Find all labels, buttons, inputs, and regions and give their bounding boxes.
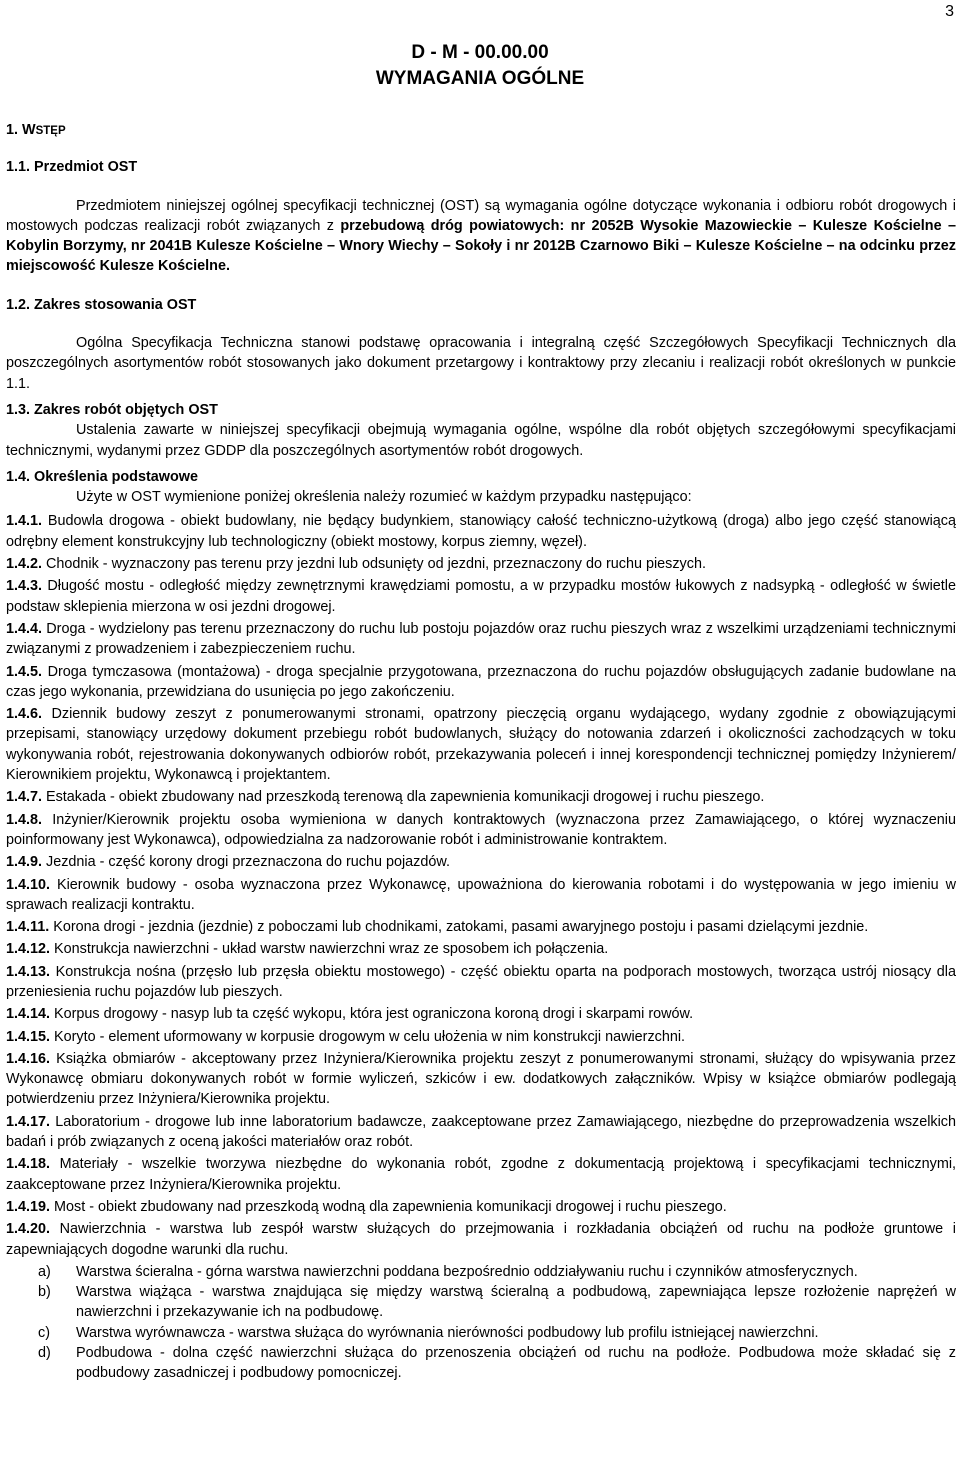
- section-1-number: 1.: [6, 122, 19, 138]
- definition-text: Most - obiekt zbudowany nad przeszkodą wodną dla zapewnienia komunikacji drogowej i ruchu pieszego.: [54, 1198, 727, 1215]
- definition-item: [6, 619, 956, 660]
- definition-number: 1.4.19.: [6, 1198, 51, 1215]
- definition-text: Konstrukcja nawierzchni - układ warstw nawierzchni wraz ze sposobem ich połączenia.: [54, 941, 609, 958]
- layer-marker: c): [38, 1324, 50, 1341]
- layer-item: [6, 1323, 956, 1343]
- definition-number: 1.4.10.: [6, 876, 51, 893]
- definition-list: [6, 511, 956, 1259]
- layer-text: Podbudowa - dolna część nawierzchni służąca do przenoszenia obciążeń od ruchu na podłoże. Podbudowa może składać się z podbudowy zasadniczej i podbudowy pomocniczej.: [76, 1345, 956, 1382]
- section-1-2-heading: 1.2. Zakres stosowania OST: [6, 296, 197, 313]
- section-1-2-text: Ogólna Specyfikacja Techniczna stanowi podstawę opracowania i integralną część Szczegółowych Specyfikacji Technicznych dla poszczególnych asortymentów robót stosowanych jako dokument przetargowy i kontraktowy przy zlecaniu i realizacji robót określonych w punkcie 1.1.: [6, 335, 956, 392]
- definition-text: Konstrukcja nośna (przęsło lub przęsła obiektu mostowego) - część obiektu oparta na podporach mostowych, tworząca ustrój niosący dla przeniesienia ruchu pojazdów lub pieszych.: [6, 963, 956, 1000]
- definition-number: 1.4.17.: [6, 1113, 51, 1130]
- definition-item: [6, 962, 956, 1003]
- definition-text: Dziennik budowy zeszyt z ponumerowanymi stronami, opatrzony pieczęcią organu wydającego, wydany zgodnie z obowiązującymi przepisami, stanowiący urzędowy dokument przebiegu robót budowlanych, służący do notowania zdarzeń i okoliczności zachodzących w toku wykonywania robót, rejestrowania dokonywanych odbiorów robót, przekazywania poleceń i innej korespondencji technicznej pomiędzy Inżynierem/ Kierownikiem projektu, Wykonawcą i projektantem.: [6, 706, 956, 784]
- definition-number: 1.4.13.: [6, 963, 51, 980]
- section-1-1-text: Przedmiotem niniejszej ogólnej specyfikacji technicznej (OST) są wymagania ogólne dotyczące wykonania i odbioru robót drogowych i mostowych podczas realizacji robót związanych z przebudową dróg powiatowych: nr 2052B Wysokie Mazowieckie – Kulesze Kościelne – Kobylin Borzymy, nr 2041B Kulesze Kościelne – Wnory Wiechy – Sokoły i nr 2012B Czarnowo Biki – Kulesze Kościelne – na odcinku przez miejscowość Kulesze Kościelne.: [6, 197, 956, 275]
- definition-item: [6, 810, 956, 851]
- layer-item: [6, 1262, 956, 1282]
- definition-item: [6, 917, 956, 937]
- definition-item: [6, 1049, 956, 1110]
- definition-text: Inżynier/Kierownik projektu osoba wymieniona w danych kontraktowych (wyznaczona przez Zamawiającego, o której wyznaczeniu poinformowany jest Wykonawca), odpowiedzialna za nadzorowanie robót i administrowanie kontraktem.: [6, 811, 957, 848]
- definition-number: 1.4.5.: [6, 663, 43, 680]
- definition-number: 1.4.16.: [6, 1050, 51, 1067]
- document-body: [6, 120, 956, 1384]
- section-1-heading: [6, 120, 956, 141]
- definition-text: Budowla drogowa - obiekt budowlany, nie będący budynkiem, stanowiący całość techniczno-użytkową (droga) albo jego część stanowiącą odrębny element konstrukcyjny lub technologiczny (obiekt mostowy, korpus ziemny, węzeł).: [6, 513, 956, 550]
- layer-marker: a): [38, 1263, 51, 1280]
- definition-text: Korona drogi - jezdnia (jezdnie) z poboczami lub chodnikami, zatokami, pasami awaryjnego postoju i pasami dzielącymi jezdnie.: [53, 919, 869, 936]
- definition-number: 1.4.2.: [6, 556, 43, 573]
- section-1-3-heading: 1.3. Zakres robót objętych OST: [6, 401, 218, 418]
- layer-item: [6, 1343, 956, 1384]
- layer-text: Warstwa wiążąca - warstwa znajdująca się między warstwą ścieralną a podbudową, zapewniająca lepsze rozłożenie naprężeń w nawierzchni i przekazywanie ich na podbudowę.: [76, 1284, 956, 1321]
- definition-item: [6, 1004, 956, 1024]
- definition-text: Droga - wydzielony pas terenu przeznaczony do ruchu lub postoju pojazdów oraz ruchu pieszych wraz z wszelkimi urządzeniami technicznymi związanymi z prowadzeniem i zabezpieczeniem ruchu.: [6, 620, 957, 658]
- definition-item: [6, 1027, 956, 1047]
- page-number: 3: [945, 3, 954, 20]
- definition-text: Laboratorium - drogowe lub inne laboratorium badawcze, zaakceptowane przez Zamawiającego, niezbędne do przeprowadzenia wszelkich badań i prób związanych z oceną jakości materiałów oraz robót.: [6, 1113, 957, 1151]
- definition-item: [6, 576, 956, 617]
- layer-list: [6, 1262, 956, 1384]
- document-title: WYMAGANIA OGÓLNE: [375, 68, 585, 89]
- definition-text: Materiały - wszelkie tworzywa niezbędne do wykonania robót, zgodne z dokumentacją projektową i specyfikacjami technicznymi, zaakceptowane przez Inżyniera/Kierownika projektu.: [6, 1156, 957, 1193]
- definition-number: 1.4.18.: [6, 1156, 51, 1173]
- document-header: [0, 40, 960, 92]
- definition-item: [6, 1197, 956, 1217]
- definition-item: [6, 704, 956, 785]
- definition-number: 1.4.15.: [6, 1028, 51, 1045]
- definition-item: [6, 787, 956, 807]
- definition-text: Jezdnia - część korony drogi przeznaczona do ruchu pojazdów.: [46, 854, 450, 871]
- definition-text: Droga tymczasowa (montażowa) - droga specjalnie przygotowana, przeznaczona do ruchu pojazdów obsługujących zadanie budowlane na czas jego wykonania, przewidziana do usunięcia po jego zakończeniu.: [6, 663, 956, 700]
- definition-item: [6, 1154, 956, 1195]
- document-code: D - M - 00.00.00: [411, 42, 549, 63]
- definition-number: 1.4.1.: [6, 513, 43, 530]
- section-1-4-intro: Użyte w OST wymienione poniżej określenia należy rozumieć w każdym przypadku następująco:: [76, 489, 692, 506]
- definition-item: [6, 1219, 956, 1260]
- definition-number: 1.4.3.: [6, 578, 43, 595]
- definition-item: [6, 875, 956, 916]
- definition-number: 1.4.12.: [6, 941, 51, 958]
- section-1-4-heading: 1.4. Określenia podstawowe: [6, 468, 198, 485]
- section-1-1-heading: 1.1. Przedmiot OST: [6, 159, 138, 176]
- definition-item: [6, 939, 956, 959]
- definition-text: Estakada - obiekt zbudowany nad przeszkodą terenową dla zapewnienia komunikacji drogowej i ruchu pieszego.: [46, 789, 765, 806]
- definition-item: [6, 662, 956, 703]
- section-1-3-text: Ustalenia zawarte w niniejszej specyfikacji obejmują wymagania ogólne, wspólne dla robót objętych szczegółowymi specyfikacjami technicznymi, wydanymi przez GDDP dla poszczególnych asortymentów robót drogowych.: [6, 422, 956, 459]
- definition-item: [6, 554, 956, 574]
- definition-number: 1.4.20.: [6, 1221, 51, 1238]
- section-1-title: WSTĘP: [22, 122, 66, 138]
- layer-marker: b): [38, 1284, 51, 1301]
- definition-item: [6, 1112, 956, 1153]
- definition-number: 1.4.8.: [6, 811, 43, 828]
- layer-text: Warstwa wyrównawcza - warstwa służąca do wyrównania nierówności podbudowy lub profilu istniejącej nawierzchni.: [76, 1324, 819, 1341]
- definition-text: Kierownik budowy - osoba wyznaczona przez Wykonawcę, upoważniona do kierowania robotami i do występowania w jego imieniu w sprawach realizacji kontraktu.: [6, 876, 956, 913]
- definition-text: Koryto - element uformowany w korpusie drogowym w celu ułożenia w nim konstrukcji nawierzchni.: [54, 1028, 686, 1045]
- definition-number: 1.4.14.: [6, 1006, 51, 1023]
- definition-text: Długość mostu - odległość między zewnętrznymi krawędziami pomostu, a w przypadku mostów łukowych z nadsypką - odległość w świetle podstaw sklepienia mierzona w osi jezdni drogowej.: [6, 578, 957, 615]
- definition-item: [6, 852, 956, 872]
- definition-number: 1.4.9.: [6, 854, 43, 871]
- layer-text: Warstwa ścieralna - górna warstwa nawierzchni poddana bezpośrednio oddziaływaniu ruchu i czynników atmosferycznych.: [76, 1263, 858, 1280]
- definition-number: 1.4.11.: [6, 919, 50, 936]
- definition-number: 1.4.6.: [6, 706, 43, 723]
- definition-text: Chodnik - wyznaczony pas terenu przy jezdni lub odsunięty od jezdni, przeznaczony do ruchu pieszych.: [46, 556, 706, 573]
- definition-text: Korpus drogowy - nasyp lub ta część wykopu, która jest ograniczona koroną drogi i skarpami rowów.: [54, 1006, 694, 1023]
- definition-text: Książka obmiarów - akceptowany przez Inżyniera/Kierownika projektu zeszyt z ponumerowanymi stronami, służący do wpisywania przez Wykonawcę obmiaru dokonywanych robót w formie wyliczeń, szkiców i ew. dodatkowych załączników. Wpisy w książce obmiarów podlegają potwierdzeniu przez Inżyniera/Kierownika projektu.: [6, 1050, 957, 1108]
- layer-item: [6, 1282, 956, 1323]
- definition-number: 1.4.4.: [6, 620, 43, 637]
- definition-item: [6, 511, 956, 552]
- definition-text: Nawierzchnia - warstwa lub zespół warstw służących do przejmowania i rozkładania obciążeń od ruchu na podłoże gruntowe i zapewniających dogodne warunki dla ruchu.: [6, 1221, 957, 1258]
- definition-number: 1.4.7.: [6, 789, 43, 806]
- layer-marker: d): [38, 1345, 51, 1362]
